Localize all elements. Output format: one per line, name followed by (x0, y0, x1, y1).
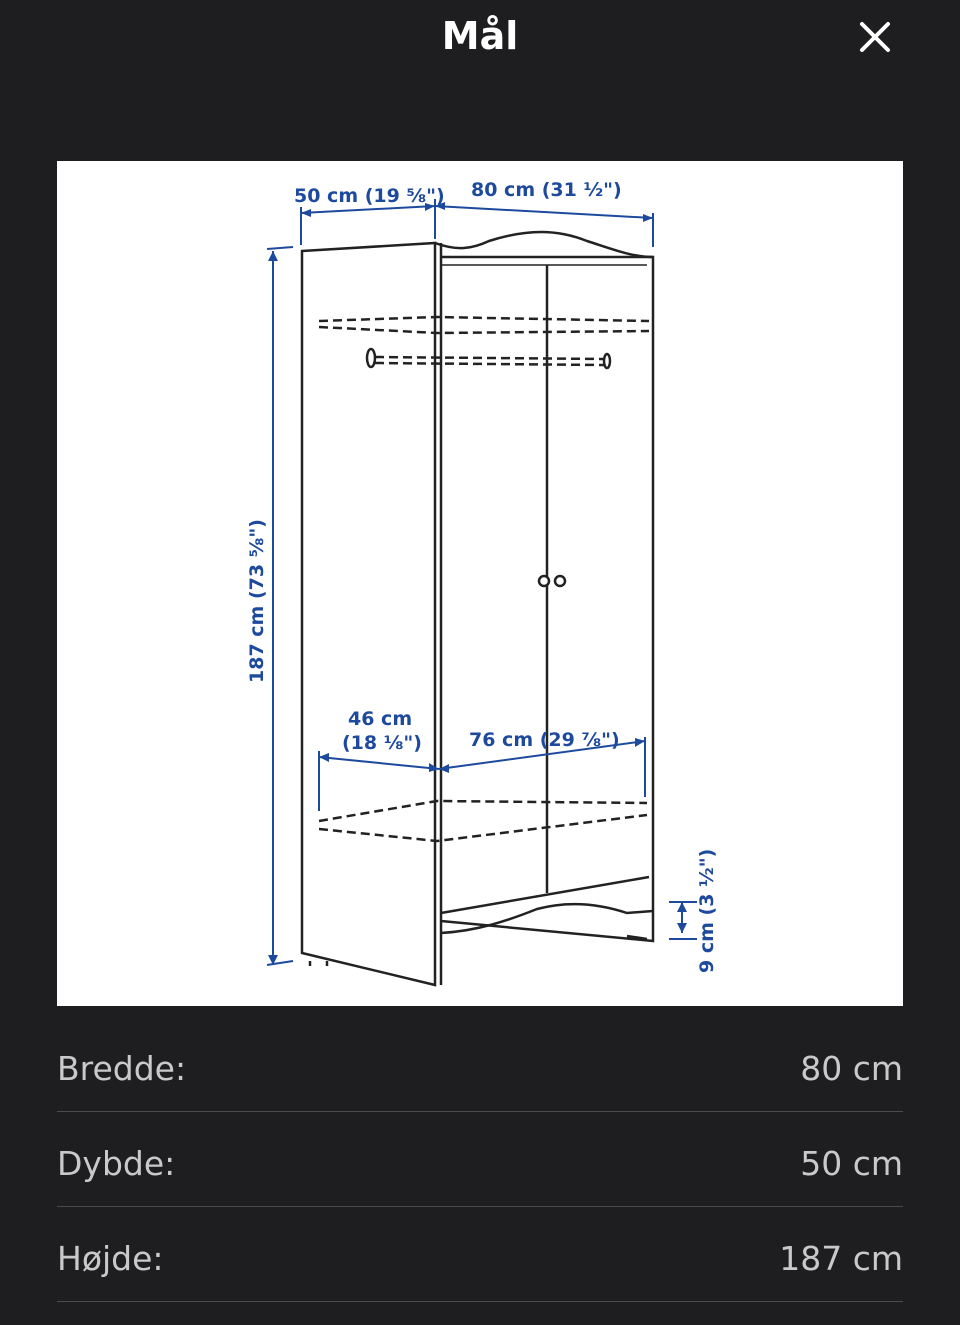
dimension-value: 80 cm (800, 1049, 903, 1088)
inner-depth-label: 46 cm (348, 708, 413, 730)
height-label: 187 cm (73 ⅝") (246, 519, 268, 683)
close-icon (848, 12, 900, 64)
leg-height-label: 9 cm (3 ½") (696, 848, 718, 973)
dimension-row-height (57, 1207, 903, 1302)
dimension-list (57, 1017, 903, 1302)
dimension-label: Bredde: (57, 1049, 187, 1088)
dimension-row-depth (57, 1112, 903, 1207)
wardrobe-drawing (57, 161, 903, 1006)
dimension-label: Dybde: (57, 1144, 176, 1183)
dimension-value: 50 cm (800, 1144, 903, 1183)
modal-header (0, 0, 960, 80)
wardrobe-dimension-diagram (57, 161, 903, 1006)
dimension-label: Højde: (57, 1239, 164, 1278)
depth-top-label: 50 cm (19 ⅝") (294, 185, 445, 207)
inner-depth-label-inch: (18 ⅛") (342, 732, 422, 754)
close-button[interactable] (848, 12, 900, 64)
dimension-value: 187 cm (779, 1239, 903, 1278)
dimension-row-width (57, 1017, 903, 1112)
width-top-label: 80 cm (31 ½") (471, 179, 622, 201)
page-title: Mål (441, 14, 519, 58)
inner-width-label: 76 cm (29 ⅞") (469, 729, 620, 751)
